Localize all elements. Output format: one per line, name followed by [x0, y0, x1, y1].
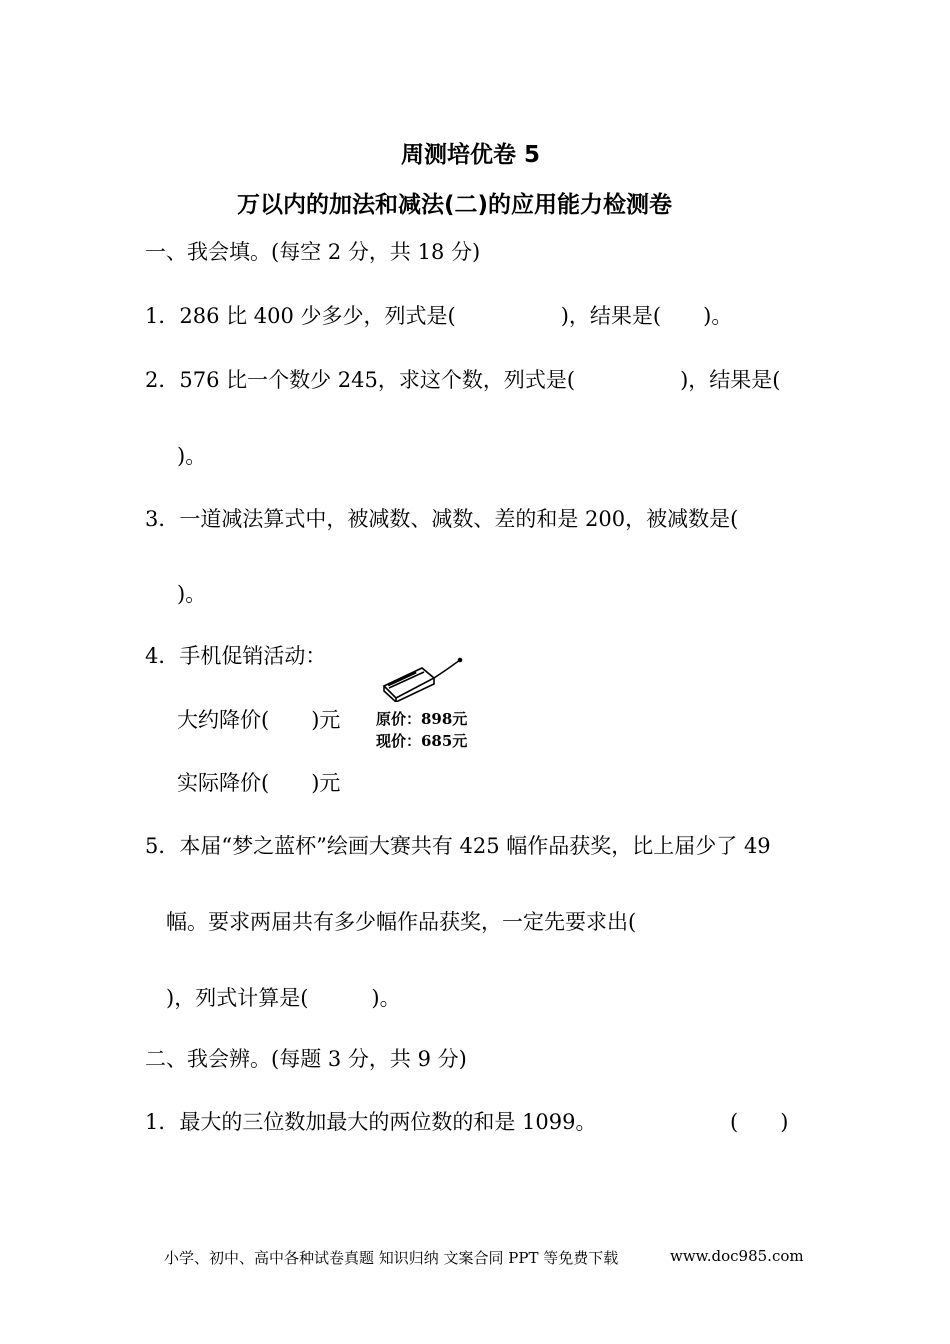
footer-text: 小学、初中、高中各种试卷真题 知识归纳 文案合同 PPT 等免费下载: [164, 1249, 619, 1267]
page-subtitle: 万以内的加法和减法(二)的应用能力检测卷: [237, 192, 673, 218]
section1-heading: 一、我会填。(每空 2 分，共 18 分): [145, 240, 481, 264]
footer-website: www.doc985.com: [670, 1247, 804, 1265]
question-1-5-line3: )，列式计算是( )。: [166, 986, 401, 1010]
phone-icon: [380, 656, 464, 702]
question-2-1: 1．最大的三位数加最大的两位数的和是 1099。: [145, 1110, 597, 1134]
question-1-4-line2: 实际降价( )元: [177, 771, 341, 795]
question-2-1-answer-bracket: ( ): [730, 1110, 789, 1134]
question-1-5-line1: 5．本届“梦之蓝杯”绘画大赛共有 425 幅作品获奖，比上届少了 49: [145, 834, 771, 858]
question-1-1: 1．286 比 400 少多少，列式是( )，结果是( )。: [145, 304, 733, 328]
question-1-3-line1: 3．一道减法算式中，被减数、减数、差的和是 200，被减数是(: [145, 507, 739, 531]
current-price-label: 现价：685元: [376, 732, 468, 750]
section2-heading: 二、我会辨。(每题 3 分，共 9 分): [145, 1047, 467, 1071]
question-1-3-line2: )。: [177, 582, 207, 606]
original-price-label: 原价：898元: [376, 710, 468, 728]
question-1-2-line1: 2．576 比一个数少 245，求这个数，列式是( )，结果是(: [145, 368, 781, 392]
page-title: 周测培优卷 5: [401, 142, 541, 168]
question-1-2-line2: )。: [177, 444, 207, 468]
question-1-4-intro: 4．手机促销活动：: [145, 644, 327, 668]
question-1-5-line2: 幅。要求两届共有多少幅作品获奖，一定先要求出(: [166, 910, 637, 934]
question-1-4-line1: 大约降价( )元: [177, 708, 341, 732]
